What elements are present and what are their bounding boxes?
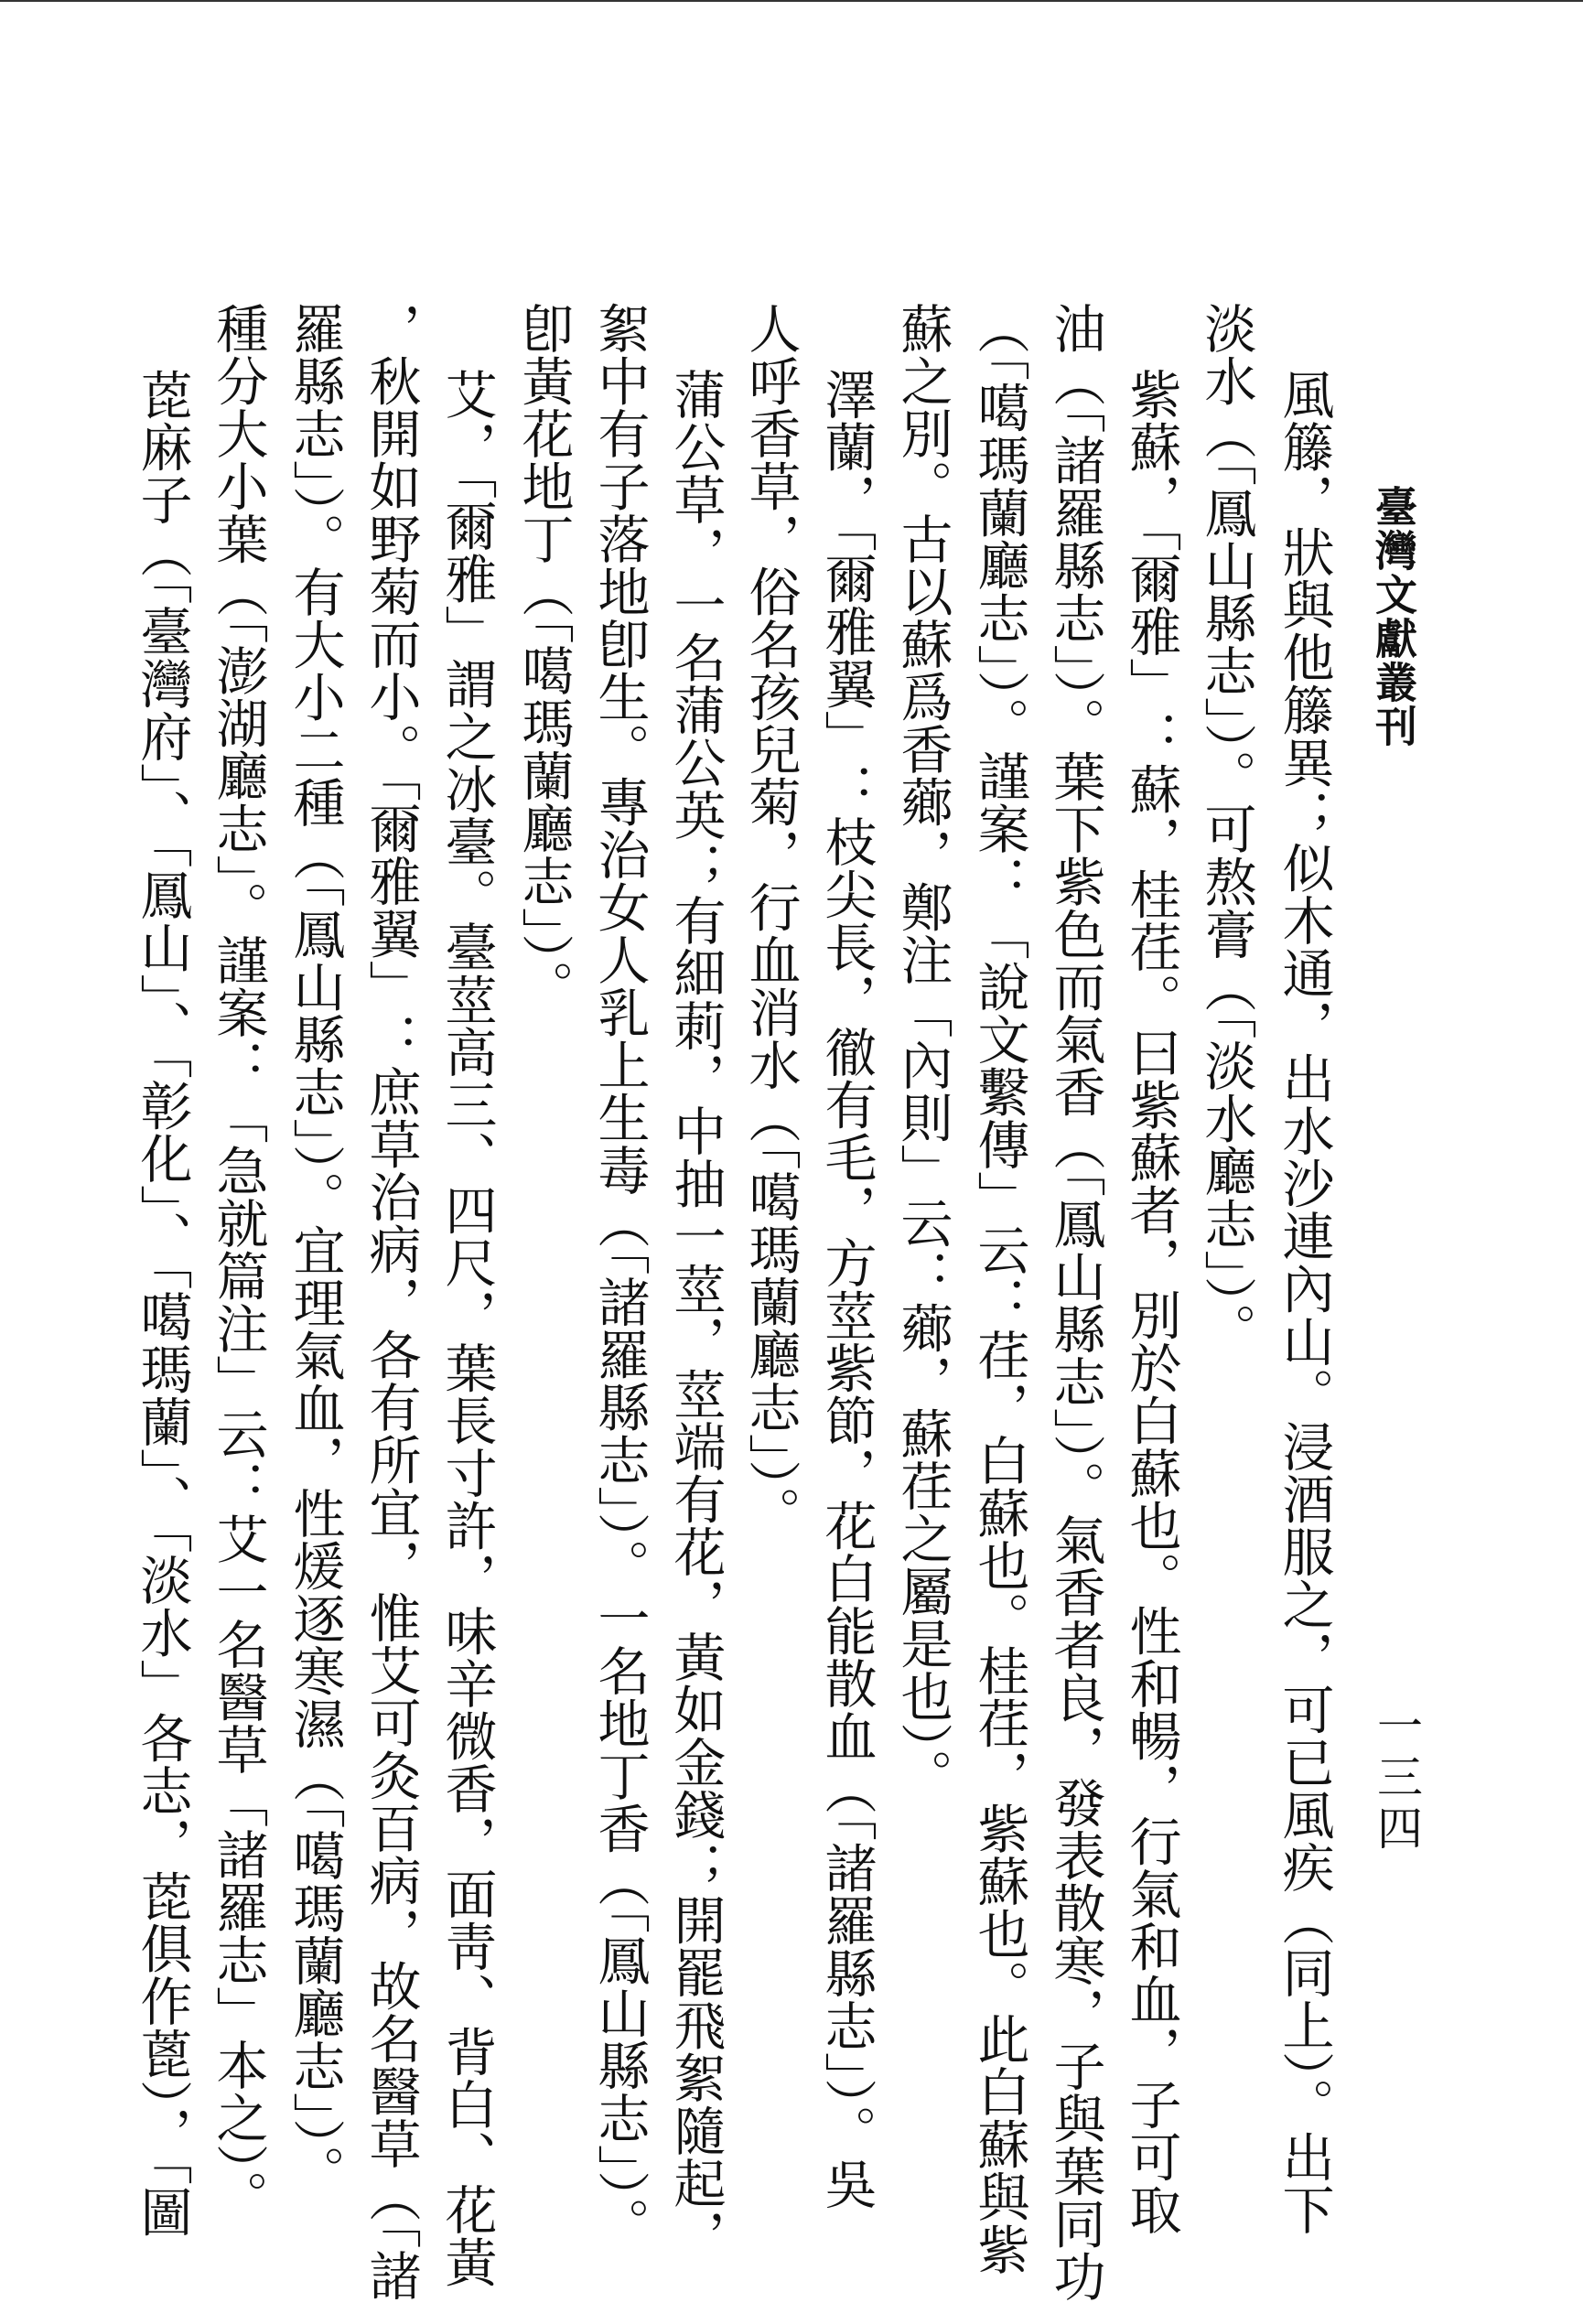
text-column: 紫蘇，「爾雅」：蘇，桂荏。曰紫蘇者，別於白蘇也。性和暢，行氣和血，子可取: [1121, 368, 1181, 2236]
text-column: 萞麻子（「臺灣府」、「鳳山」、「彰化」、「噶瑪蘭」、「淡水」各志，萞俱作蓖），「圖: [132, 368, 192, 2238]
text-column: 澤蘭，「爾雅翼」：枝尖長，徹有毛，方莖紫節，花白能散血（「諸羅縣志」）。吳: [816, 368, 877, 2211]
text-column: 蘇之別。古以蘇爲香薌，鄭注「內則」云：薌，蘇荏之屬是也）。: [892, 302, 953, 1802]
text-column: 油（「諸羅縣志」）。葉下紫色而氣香（「鳳山縣志」）。氣香者良，發表散寒，子與葉同功: [1045, 302, 1105, 2303]
running-header-title: 臺灣文獻叢刊: [1369, 485, 1418, 748]
top-rule: [0, 0, 1583, 2]
text-column: 種分大小葉（「澎湖廳志」。謹案：「急就篇注」云：艾一名醫草「諸羅志」本之）。: [208, 302, 268, 2223]
text-column: （「噶瑪蘭廳志」）。謹案：「說文繫傳」云：荏，白蘇也。桂荏，紫蘇也。此白蘇與紫: [969, 302, 1029, 2276]
page-number: 一三四: [1370, 1702, 1423, 1856]
text-column: 艾，「爾雅」謂之冰臺。臺莖高三、四尺，葉長寸許，味辛微香，面靑、背白、花黃: [436, 368, 497, 2288]
text-column: ，秋開如野菊而小。「爾雅翼」：庶草治病，各有所宜，惟艾可灸百病，故名醫草（「諸: [361, 302, 421, 2302]
text-column: 絮中有子落地卽生。專治女人乳上生毒（「諸羅縣志」）。一名地丁香（「鳳山縣志」）。: [589, 302, 650, 2250]
text-column: 蒲公草，一名蒲公英；有細莿，中抽一莖，莖端有花，黃如金錢；開罷飛絮隨起，: [665, 368, 726, 2262]
text-column: 卽黃花地丁（「噶瑪蘭廳志」）。: [513, 302, 574, 1013]
text-column: 風籐，狀與他籐異；似木通，出水沙連內山。浸酒服之，可已風疾（同上）。出下: [1274, 368, 1334, 2236]
text-column: 羅縣志」）。有大小二種（「鳳山縣志」）。宜理氣血，性煖逐寒濕（「噶瑪蘭廳志」）。: [285, 302, 345, 2198]
text-column: 人呼香草，俗名孩兒菊，行血消水（「噶瑪蘭廳志」）。: [740, 302, 801, 1539]
text-column: 淡水（「鳳山縣志」）。可熬膏（「淡水廳志」）。: [1196, 302, 1256, 1356]
